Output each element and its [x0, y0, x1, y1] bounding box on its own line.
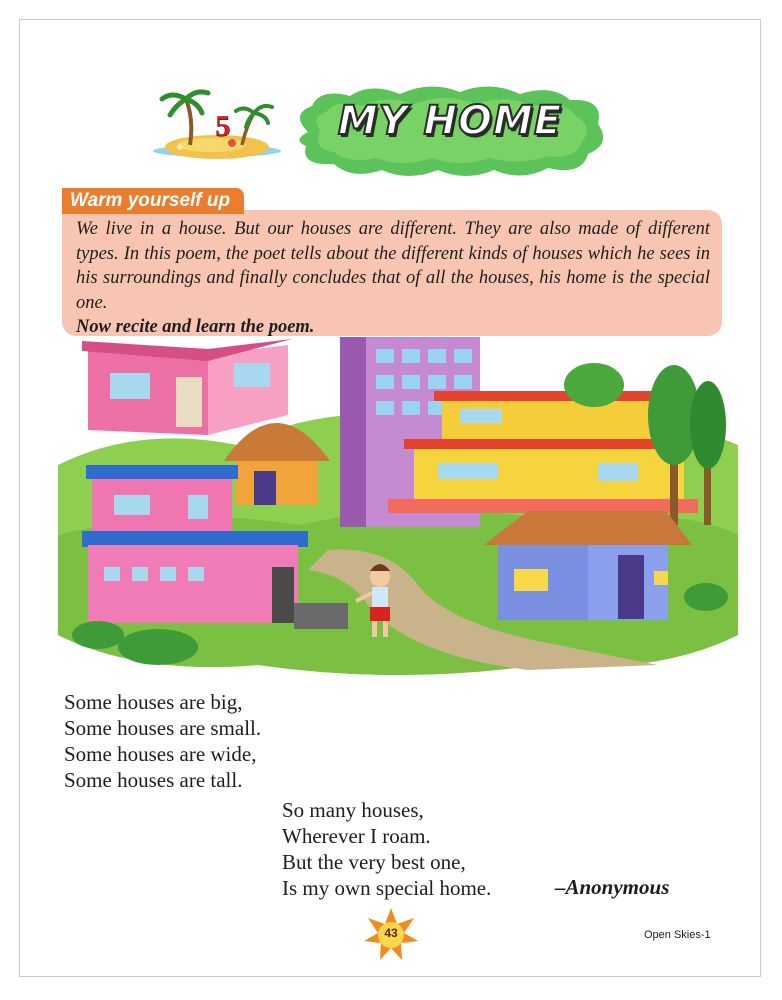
poem-author: –Anonymous	[555, 875, 670, 899]
book-name: Open Skies-1	[644, 929, 711, 941]
poem-line: Some houses are tall.	[64, 768, 243, 792]
poem-line: Some houses are wide,	[64, 742, 257, 766]
page-number: 43	[384, 926, 398, 940]
poem-line: Some houses are big,	[64, 690, 243, 714]
pink-house	[82, 339, 292, 435]
blue-house	[484, 511, 692, 620]
houses-illustration	[58, 335, 738, 680]
poem-line: But the very best one,	[282, 850, 466, 874]
chapter-title: MY HOME	[337, 98, 563, 144]
chapter-number: 5	[215, 110, 231, 143]
warm-up-instruction: Now recite and learn the poem.	[76, 317, 315, 337]
poem-line: Is my own special home.	[282, 876, 492, 900]
warm-up-box	[62, 210, 722, 336]
warm-up-tab: Warm yourself up	[62, 188, 244, 214]
poem-line: Some houses are small.	[64, 716, 262, 740]
warm-up-paragraph: We live in a house. But our houses are different. They are also made of different types. In this poem, the poet tells about the different kinds of houses which he sees in his surroundings and finally concludes that of all the houses, his home is the special one.	[76, 219, 710, 313]
poem-line: Wherever I roam.	[282, 824, 431, 848]
poem-line: So many houses,	[282, 798, 424, 822]
